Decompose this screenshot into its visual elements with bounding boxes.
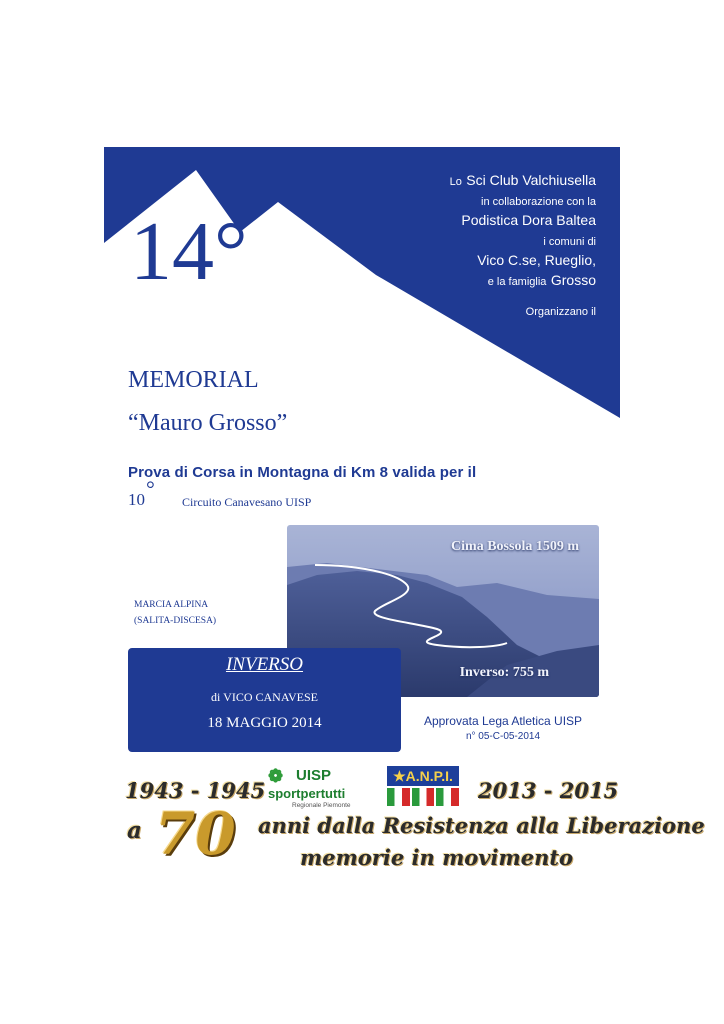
anpi-name: ★A.N.P.I. xyxy=(387,766,459,786)
event-box xyxy=(128,648,401,752)
uisp-icon: ❁ xyxy=(268,766,284,786)
event-date: 18 MAGGIO 2014 xyxy=(207,715,322,731)
uisp-region: Regionale Piemonte xyxy=(292,802,351,809)
flag-icon xyxy=(387,788,459,806)
circuit-name: Circuito Canavesano UISP xyxy=(182,495,312,509)
organizers-block xyxy=(336,171,596,321)
event-place: di VICO CANAVESE xyxy=(211,690,318,704)
org-spacer xyxy=(336,291,596,301)
memorial-title: MEMORIAL xyxy=(128,367,259,393)
circuit-degree: ° xyxy=(146,476,155,501)
anniversary-line1: anni dalla Resistenza alla Liberazione xyxy=(258,813,705,838)
march-line: (SALITA-DISCESA) xyxy=(134,615,217,626)
org-line: e la famiglia Grosso xyxy=(487,272,596,288)
anpi-logo xyxy=(387,766,459,808)
event-title: INVERSO xyxy=(225,654,304,675)
org-line: Organizzano il xyxy=(525,306,596,318)
anniversary-number: 70 xyxy=(155,800,236,868)
org-line: Podistica Dora Baltea xyxy=(461,212,596,228)
org-line: Vico C.se, Rueglio, xyxy=(477,252,596,268)
approval-text: Approvata Lega Atletica UISP xyxy=(423,714,583,728)
star-icon: ★ xyxy=(393,768,406,784)
uisp-tagline: sportpertutti xyxy=(268,786,346,801)
edition-number: 14° xyxy=(130,205,248,298)
org-line: in collaborazione con la xyxy=(481,196,596,208)
years-left: 1943 - 1945 xyxy=(125,778,266,803)
uisp-logo xyxy=(268,766,356,810)
anniversary-line2: memorie in movimento xyxy=(300,845,574,870)
uisp-name: UISP xyxy=(296,767,332,784)
approval-code: n° 05-C-05-2014 xyxy=(465,731,541,743)
approval-note xyxy=(408,713,598,745)
org-line: i comuni di xyxy=(543,236,596,248)
memorial-dedication: “Mauro Grosso” xyxy=(128,410,288,436)
summit-label: Cima Bossola 1509 m xyxy=(451,539,579,554)
org-line: Lo Sci Club Valchiusella xyxy=(449,172,596,188)
race-description: Prova di Corsa in Montagna di Km 8 valida per il xyxy=(128,464,477,481)
years-right: 2013 - 2015 xyxy=(478,778,619,803)
circuit-number: 10 xyxy=(128,490,145,509)
march-note xyxy=(134,598,216,629)
march-line: MARCIA ALPINA xyxy=(134,600,209,610)
start-label: Inverso: 755 m xyxy=(459,665,549,680)
anniversary-prefix: a xyxy=(127,817,142,844)
